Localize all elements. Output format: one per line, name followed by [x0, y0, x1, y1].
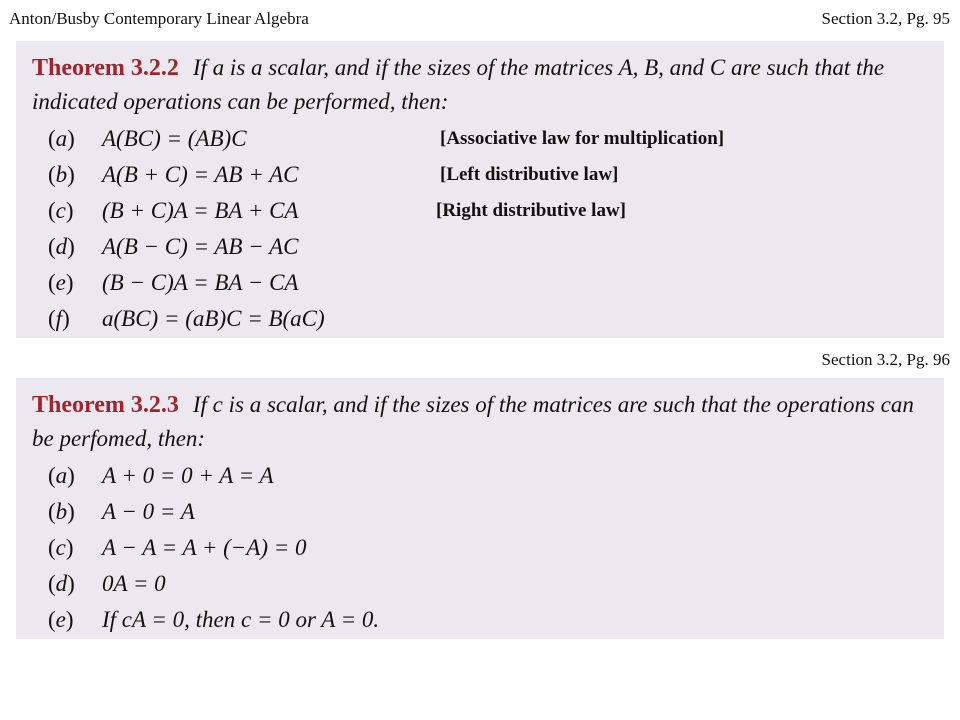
theorem-3-2-3-statement	[32, 388, 930, 455]
theorem-3-2-3-item-b	[32, 494, 930, 530]
theorem-3-2-3-item-e	[32, 602, 930, 638]
theorem-3-2-2-intro: If a is a scalar, and if the sizes of the matrices A, B, and C are such that the indicated operations can be performed, then:	[32, 55, 885, 114]
theorem-3-2-2-label: Theorem 3.2.2	[32, 55, 179, 81]
item-label: (f)	[48, 306, 70, 331]
item-label: (a)	[48, 463, 75, 488]
section-page-96: Section 3.2, Pg. 96	[821, 350, 950, 369]
section-page-95: Section 3.2, Pg. 95	[821, 9, 950, 28]
item-law-name: [Right distributive law]	[436, 200, 626, 221]
theorem-3-2-3-label: Theorem 3.2.3	[32, 392, 179, 418]
item-label: (a)	[48, 126, 75, 151]
item-equation: A − 0 = A	[102, 499, 195, 524]
theorem-3-2-2-items	[32, 121, 930, 337]
item-equation: (B − C)A = BA − CA	[102, 270, 299, 295]
item-equation: A + 0 = 0 + A = A	[102, 463, 274, 488]
item-label: (c)	[48, 535, 74, 560]
item-label: (e)	[48, 270, 74, 295]
item-label: (b)	[48, 162, 75, 187]
item-label: (e)	[48, 607, 74, 632]
theorem-3-2-3-box	[16, 378, 944, 639]
theorem-3-2-2-item-f	[32, 301, 930, 337]
item-equation: If cA = 0, then c = 0 or A = 0.	[102, 607, 380, 632]
item-equation: A(BC) = (AB)C	[102, 126, 247, 151]
item-equation: a(BC) = (aB)C = B(aC)	[102, 306, 325, 331]
theorem-3-2-3-item-a	[32, 458, 930, 494]
item-label: (c)	[48, 198, 74, 223]
theorem-3-2-2-item-c	[32, 193, 930, 229]
theorem-3-2-3-items	[32, 458, 930, 638]
theorem-3-2-2-box	[16, 41, 944, 338]
theorem-3-2-3-intro: If c is a scalar, and if the sizes of the matrices are such that the operations can be perfomed, then:	[32, 392, 914, 451]
theorem-3-2-2-statement	[32, 51, 930, 118]
item-equation: 0A = 0	[102, 571, 166, 596]
item-equation: A(B − C) = AB − AC	[102, 234, 299, 259]
theorem-3-2-2-item-d	[32, 229, 930, 265]
theorem-3-2-2-item-e	[32, 265, 930, 301]
theorem-3-2-2-item-b	[32, 157, 930, 193]
theorem-3-2-2-item-a	[32, 121, 930, 157]
item-law-name: [Left distributive law]	[440, 164, 619, 185]
item-label: (d)	[48, 571, 75, 596]
item-label: (d)	[48, 234, 75, 259]
theorem-3-2-3-item-c	[32, 530, 930, 566]
item-equation: A(B + C) = AB + AC	[102, 162, 299, 187]
item-equation: A − A = A + (−A) = 0	[102, 535, 307, 560]
item-label: (b)	[48, 499, 75, 524]
book-title: Anton/Busby Contemporary Linear Algebra	[9, 9, 309, 28]
item-equation: (B + C)A = BA + CA	[102, 198, 299, 223]
item-law-name: [Associative law for multiplication]	[440, 128, 725, 149]
theorem-3-2-3-item-d	[32, 566, 930, 602]
